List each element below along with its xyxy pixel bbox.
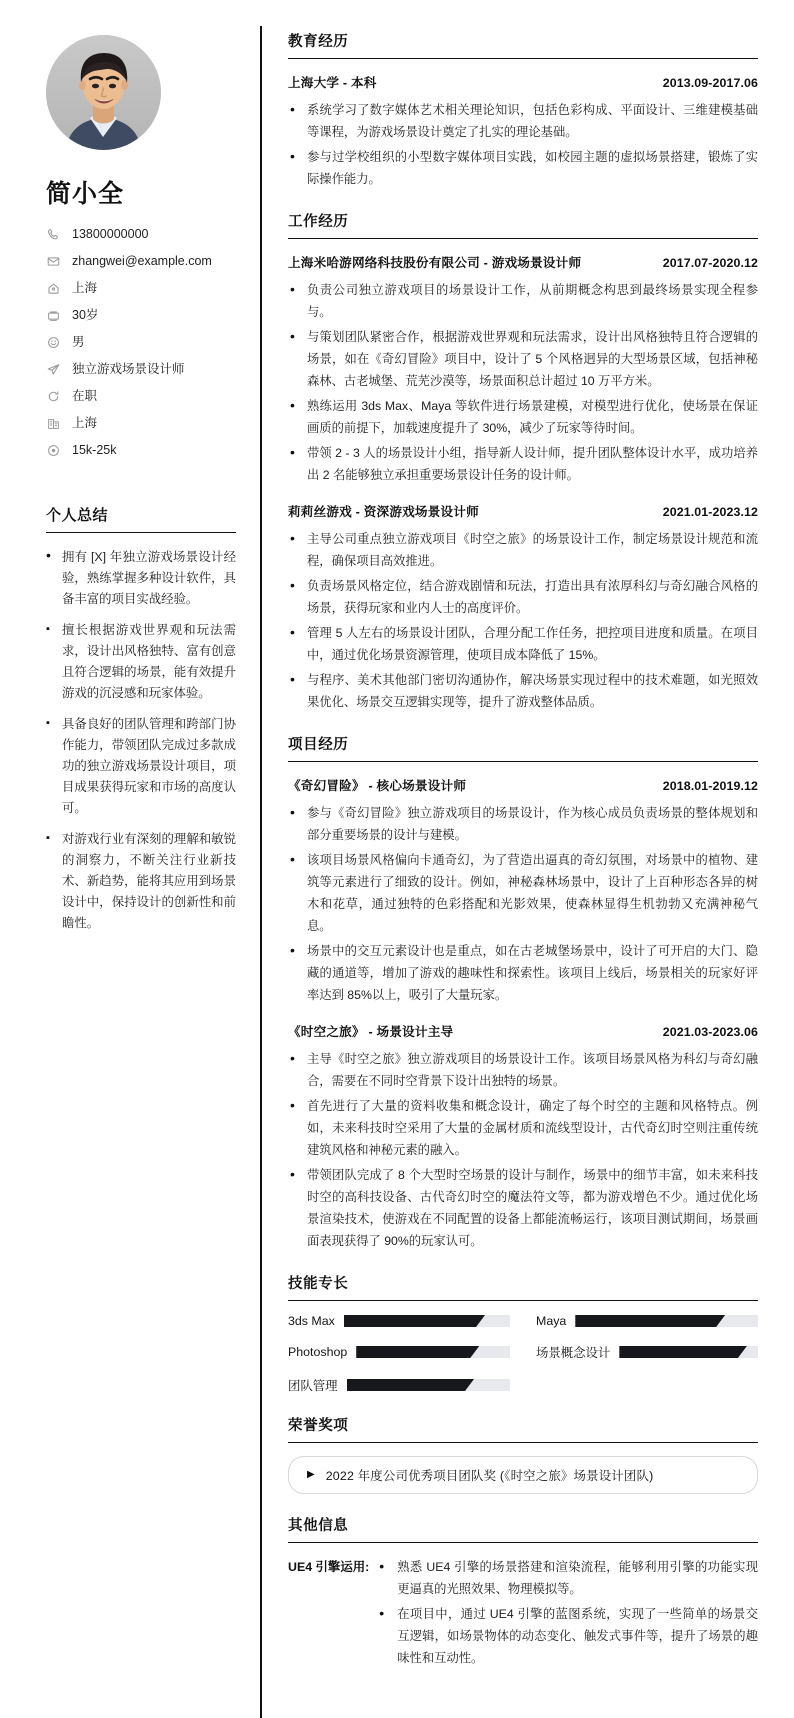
project-entry [288,1021,758,1252]
entry-organization: 《奇幻冒险》 - 核心场景设计师 [288,779,467,793]
contact-value: 上海 [72,416,98,430]
skill-row [536,1314,758,1328]
skill-row [288,1343,510,1361]
sidebar [0,0,262,1718]
skill-row [536,1343,758,1361]
entry-bullets [288,802,758,1006]
entry-bullets [288,1048,758,1252]
summary-section [46,504,236,934]
education-section [288,30,758,190]
honors-section [288,1414,758,1494]
skills-section [288,1272,758,1394]
skill-name: Photoshop [288,1345,348,1359]
work-section [288,210,758,713]
bullet-item: • 负责公司独立游戏项目的场景设计工作，从前期概念构思到最终场景实现全程参与。 [288,279,758,323]
skill-name: 3ds Max [288,1314,335,1328]
triangle-right-icon: ▶ [307,1469,315,1480]
other-body [377,1556,758,1672]
skill-bar-fill [347,1379,474,1391]
person-name: 简小全 [46,180,125,208]
contact-email [46,253,236,269]
main-content [262,0,794,1718]
skill-name: Maya [536,1314,567,1328]
entry-header [288,501,758,520]
skill-row [288,1314,510,1328]
other-group [288,1556,758,1672]
contact-phone [46,226,236,242]
contact-value: 30岁 [72,308,99,322]
entry-header [288,1021,758,1040]
projects-section [288,733,758,1252]
projects-title: 项目经历 [288,733,758,762]
bullet-item: • 系统学习了数字媒体艺术相关理论知识，包括色彩构成、平面设计、三维建模基础等课程，为游戏场景设计奠定了扎实的理论基础。 [288,99,758,143]
entry-date: 2018.01-2019.12 [662,779,758,793]
entry-date: 2021.03-2023.06 [662,1025,758,1039]
skill-bar-track [356,1346,510,1358]
coin-icon [46,443,61,458]
bullet-item: • 主导公司重点独立游戏项目《时空之旅》的场景设计工作，制定场景设计规范和流程，确保项目高效推进。 [288,528,758,572]
entry-bullets [288,279,758,486]
entry-header [288,72,758,91]
skill-bar-track [347,1379,510,1391]
skill-name: 场景概念设计 [536,1346,611,1360]
bullet-item: • 熟悉 UE4 引擎的场景搭建和渲染流程，能够利用引擎的功能实现更逼真的光照效果、物理模拟等。 [377,1556,758,1600]
skill-bar-track [619,1346,758,1358]
bullet-item: • 带领团队完成了 8 个大型时空场景的设计与制作，场景中的细节丰富，如未来科技时空的高科技设备、古代奇幻时空的魔法符文等，都为游戏增色不少。通过优化场景渲染技术，使游戏在不同配置的设备上都能流畅运行，该项目测试期间，场景画面表现获得了 90%的玩家认可。 [288,1164,758,1252]
entry-header [288,252,758,271]
contact-value: zhangwei@example.com [72,254,212,268]
skill-bar-fill [575,1315,725,1327]
contact-list [46,226,236,458]
entry-header [288,775,758,794]
project-entry [288,775,758,1006]
summary-item: • 拥有 [X] 年独立游戏场景设计经验，熟练掌握多种设计软件，具备丰富的项目实战经验。 [46,547,236,610]
home-icon [46,281,61,296]
skill-bar-track [344,1315,510,1327]
entry-date: 2013.09-2017.06 [662,76,758,90]
contact-age [46,307,236,323]
summary-item: ▪ 擅长根据游戏世界观和玩法需求，设计出风格独特、富有创意且符合逻辑的场景，能有效提升游戏的沉浸感和玩家体验。 [46,620,236,704]
bullet-item: • 与程序、美术其他部门密切沟通协作，解决场景实现过程中的技术难题，如光照效果优化、场景交互逻辑实现等，提升了游戏整体品质。 [288,669,758,713]
contact-gender [46,334,236,350]
phone-icon [46,227,61,242]
summary-item: ▪ 对游戏行业有深刻的理解和敏锐的洞察力，不断关注行业新技术、新趋势，能将其应用到场景设计中，保持设计的创新性和前瞻性。 [46,829,236,934]
bullet-item: • 在项目中，通过 UE4 引擎的蓝图系统，实现了一些简单的场景交互逻辑，如场景物体的动态变化、触发式事件等，提升了场景的趣味性和互动性。 [377,1603,758,1669]
bullet-item: • 管理 5 人左右的场景设计团队，合理分配工作任务，把控项目进度和质量。在项目中，通过优化场景资源管理，使项目成本降低了 15%。 [288,622,758,666]
bullet-item: • 负责场景风格定位，结合游戏剧情和玩法，打造出具有浓厚科幻与奇幻融合风格的场景，获得玩家和业内人士的高度评价。 [288,575,758,619]
contact-city [46,415,236,431]
contact-value: 13800000000 [72,227,149,241]
summary-title: 个人总结 [46,504,236,533]
skills-grid [288,1314,758,1394]
entry-date: 2021.01-2023.12 [662,505,758,519]
honor-text: 2022 年度公司优秀项目团队奖 (《时空之旅》场景设计团队) [325,1469,654,1483]
entry-bullets [288,99,758,190]
education-title: 教育经历 [288,30,758,59]
skill-row [288,1376,510,1394]
other-section [288,1514,758,1672]
education-entry [288,72,758,190]
bullet-item: • 该项目场景风格偏向卡通奇幻，为了营造出逼真的奇幻氛围，对场景中的植物、建筑等元素进行了细致的设计。例如，神秘森林场景中，设计了上百种形态各异的树木和花草，通过独特的色彩搭配和光影效果，使森林显得生机勃勃又充满神秘气息。 [288,849,758,937]
entry-bullets [288,528,758,713]
entry-organization: 莉莉丝游戏 - 资深游戏场景设计师 [288,505,479,519]
gender-icon [46,335,61,350]
work-entry [288,501,758,713]
other-label: UE4 引擎运用: [288,1560,370,1574]
contact-salary [46,442,236,458]
bullet-item: • 场景中的交互元素设计也是重点，如在古老城堡场景中，设计了可开启的大门、隐藏的通道等，增加了游戏的趣味性和探索性。该项目上线后，场景相关的玩家好评率达到 85%以上，吸引了大量玩家。 [288,940,758,1006]
building-icon [46,416,61,431]
contact-value: 男 [72,335,85,349]
bullet-item: • 与策划团队紧密合作，根据游戏世界观和玩法需求，设计出风格独特且符合逻辑的场景，如在《奇幻冒险》项目中，设计了 5 个风格迥异的大型场景区域，包括神秘森林、古老城堡、荒芜沙漠等，场景面积总计超过 10 万平方米。 [288,326,758,392]
contact-value: 独立游戏场景设计师 [72,362,185,376]
entry-organization: 上海大学 - 本科 [288,76,377,90]
skill-bar-fill [344,1315,485,1327]
honors-title: 荣誉奖项 [288,1414,758,1443]
skills-title: 技能专长 [288,1272,758,1301]
summary-item: ▪ 具备良好的团队管理和跨部门协作能力，带领团队完成过多款成功的独立游戏场景设计项目，项目成果获得玩家和市场的高度认可。 [46,714,236,819]
skill-bar-fill [619,1346,747,1358]
contact-value: 15k-25k [72,443,117,457]
contact-location [46,280,236,296]
summary-list [46,547,236,934]
other-title: 其他信息 [288,1514,758,1543]
bullet-item: • 参与《奇幻冒险》独立游戏项目的场景设计，作为核心成员负责场景的整体规划和部分重要场景的设计与建模。 [288,802,758,846]
entry-organization: 《时空之旅》 - 场景设计主导 [288,1025,454,1039]
entry-organization: 上海米哈游网络科技股份有限公司 - 游戏场景设计师 [288,256,582,270]
contact-status [46,388,236,404]
contact-value: 上海 [72,281,98,295]
honor-item [288,1456,758,1494]
bullet-item: • 主导《时空之旅》独立游戏项目的场景设计工作。该项目场景风格为科幻与奇幻融合，需要在不同时空背景下设计出独特的场景。 [288,1048,758,1092]
skill-bar-track [575,1315,758,1327]
bullet-item: • 参与过学校组织的小型数字媒体项目实践，如校园主题的虚拟场景搭建，锻炼了实际操作能力。 [288,146,758,190]
work-title: 工作经历 [288,210,758,239]
contact-job-title [46,361,236,377]
other-bullets [377,1556,758,1669]
entry-date: 2017.07-2020.12 [662,256,758,270]
avatar [46,35,161,150]
bullet-item: • 首先进行了大量的资料收集和概念设计，确定了每个时空的主题和风格特点。例如，未来科技时空采用了大量的金属材质和流线型设计，古代奇幻时空则注重传统建筑风格和神秘元素的融入。 [288,1095,758,1161]
contact-value: 在职 [72,389,98,403]
bullet-item: • 带领 2 - 3 人的场景设计小组，指导新人设计师，提升团队整体设计水平，成功培养出 2 名能够独立承担重要场景设计任务的设计师。 [288,442,758,486]
skill-bar-fill [356,1346,479,1358]
skill-name: 团队管理 [288,1379,338,1393]
bullet-item: • 熟练运用 3ds Max、Maya 等软件进行场景建模，对模型进行优化，使场景在保证画质的前提下，加载速度提升了 30%，减少了玩家等待时间。 [288,395,758,439]
work-entry [288,252,758,486]
refresh-icon [46,389,61,404]
envelope-icon [46,254,61,269]
paper-plane-icon [46,362,61,377]
id-card-icon [46,308,61,323]
